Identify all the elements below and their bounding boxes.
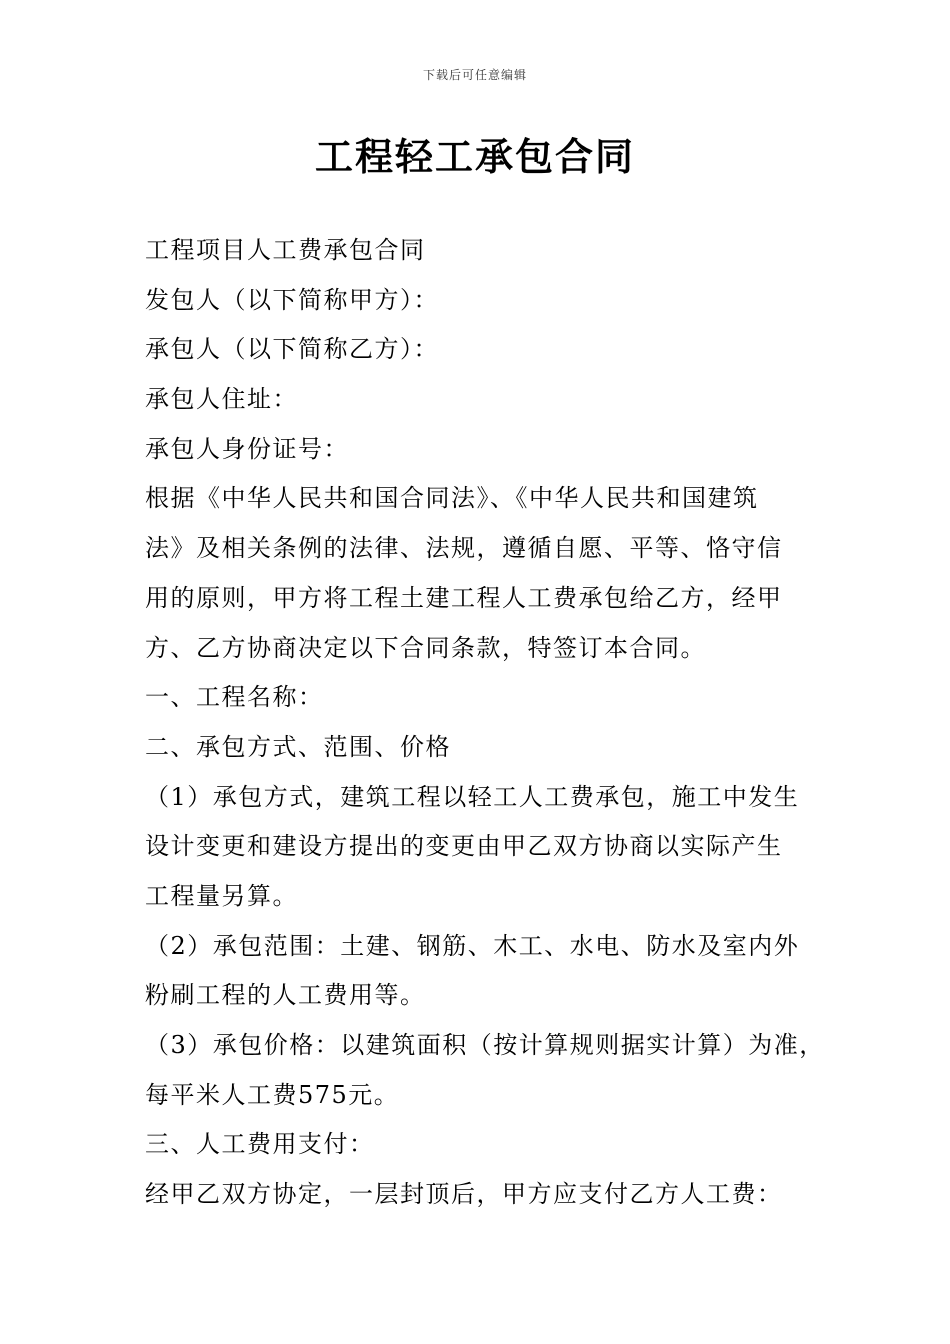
paragraph-line: 发包人（以下简称甲方）： [145, 285, 439, 314]
document-title: 工程轻工承包合同 [314, 134, 635, 179]
paragraph-line: 方、乙方协商决定以下合同条款，特签订本合同。 [145, 633, 706, 662]
paragraph-line: （3）承包价格：以建筑面积（按计算规则据实计算）为准， [145, 1031, 825, 1059]
paragraph-line: 根据《中华人民共和国合同法》、《中华人民共和国建筑 [145, 484, 759, 513]
header-note: 下载后可任意编辑 [422, 68, 527, 82]
paragraph-line: 承包人身份证号： [145, 434, 349, 463]
paragraph-line: 工程项目人工费承包合同 [145, 236, 426, 264]
paragraph-line: （2）承包范围：土建、钢筋、木工、水电、防水及室内外 [145, 931, 800, 960]
paragraph-line: 经甲乙双方协定，一层封顶后，甲方应支付乙方人工费： [145, 1180, 783, 1209]
paragraph-line: 粉刷工程的人工费用等。 [145, 981, 426, 1010]
paragraph-line: 承包人住址： [145, 385, 298, 414]
paragraph-line: 每平米人工费575元。 [145, 1080, 400, 1109]
paragraph-line: （1）承包方式，建筑工程以轻工人工费承包，施工中发生 [145, 782, 800, 811]
section-heading: 一、工程名称： [145, 683, 324, 712]
contract-body [145, 226, 825, 1220]
paragraph-line: 承包人（以下简称乙方）： [145, 335, 439, 364]
section-heading: 二、承包方式、范围、价格 [145, 732, 451, 761]
paragraph-line: 工程量另算。 [145, 881, 298, 910]
section-heading: 三、人工费用支付： [145, 1130, 375, 1159]
paragraph-line: 设计变更和建设方提出的变更由甲乙双方协商以实际产生 [145, 832, 783, 861]
paragraph-line: 用的原则，甲方将工程土建工程人工费承包给乙方，经甲 [145, 583, 783, 612]
paragraph-line: 法》及相关条例的法律、法规，遵循自愿、平等、恪守信 [145, 534, 783, 563]
